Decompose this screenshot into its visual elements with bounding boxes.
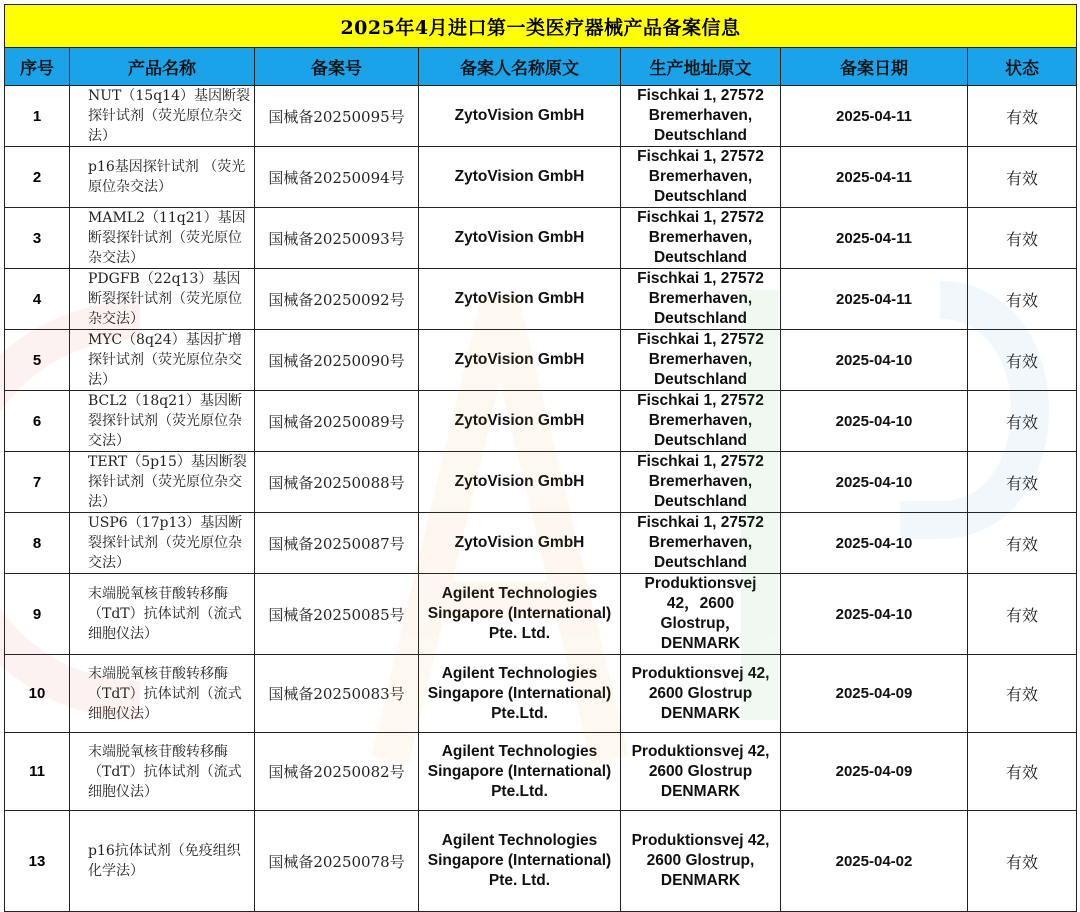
cell-index: 3 bbox=[5, 208, 70, 269]
cell-status: 有效 bbox=[968, 147, 1077, 208]
header-filing-number: 备案号 bbox=[255, 48, 419, 86]
cell-status: 有效 bbox=[968, 86, 1077, 147]
cell-status: 有效 bbox=[968, 655, 1077, 733]
cell-filing-number: 国械备20250085号 bbox=[255, 574, 419, 655]
cell-address: Produktionsvej 42, 2600 Glostrup DENMARK bbox=[621, 733, 781, 811]
cell-filing-number: 国械备20250089号 bbox=[255, 391, 419, 452]
cell-product-name: MAML2（11q21）基因断裂探针试剂（荧光原位杂交法） bbox=[70, 208, 255, 269]
cell-index: 4 bbox=[5, 269, 70, 330]
cell-index: 5 bbox=[5, 330, 70, 391]
header-address: 生产地址原文 bbox=[621, 48, 781, 86]
cell-applicant: ZytoVision GmbH bbox=[419, 269, 621, 330]
cell-product-name: 末端脱氧核苷酸转移酶（TdT）抗体试剂（流式细胞仪法） bbox=[70, 733, 255, 811]
cell-applicant: Agilent Technologies Singapore (International) Pte. Ltd. bbox=[419, 574, 621, 655]
cell-status: 有效 bbox=[968, 574, 1077, 655]
table-row bbox=[5, 208, 1077, 269]
cell-product-name: TERT（5p15）基因断裂探针试剂（荧光原位杂交法） bbox=[70, 452, 255, 513]
cell-product-name: 末端脱氧核苷酸转移酶（TdT）抗体试剂（流式细胞仪法） bbox=[70, 655, 255, 733]
cell-index: 2 bbox=[5, 147, 70, 208]
cell-applicant: ZytoVision GmbH bbox=[419, 208, 621, 269]
cell-index: 9 bbox=[5, 574, 70, 655]
cell-index: 13 bbox=[5, 811, 70, 912]
cell-filing-number: 国械备20250088号 bbox=[255, 452, 419, 513]
table-row bbox=[5, 513, 1077, 574]
table-row bbox=[5, 655, 1077, 733]
header-applicant: 备案人名称原文 bbox=[419, 48, 621, 86]
cell-applicant: ZytoVision GmbH bbox=[419, 391, 621, 452]
header-index: 序号 bbox=[5, 48, 70, 86]
cell-product-name: p16抗体试剂（免疫组织化学法） bbox=[70, 811, 255, 912]
cell-product-name: PDGFB（22q13）基因断裂探针试剂（荧光原位杂交法） bbox=[70, 269, 255, 330]
cell-filing-number: 国械备20250094号 bbox=[255, 147, 419, 208]
cell-filing-number: 国械备20250093号 bbox=[255, 208, 419, 269]
header-status: 状态 bbox=[968, 48, 1077, 86]
cell-status: 有效 bbox=[968, 513, 1077, 574]
cell-index: 7 bbox=[5, 452, 70, 513]
cell-index: 6 bbox=[5, 391, 70, 452]
cell-filing-number: 国械备20250090号 bbox=[255, 330, 419, 391]
cell-status: 有效 bbox=[968, 733, 1077, 811]
cell-filing-date: 2025-04-02 bbox=[781, 811, 968, 912]
cell-address: Fischkai 1, 27572 Bremerhaven, Deutschland bbox=[621, 513, 781, 574]
cell-status: 有效 bbox=[968, 391, 1077, 452]
cell-filing-date: 2025-04-10 bbox=[781, 330, 968, 391]
table-row bbox=[5, 147, 1077, 208]
cell-filing-number: 国械备20250095号 bbox=[255, 86, 419, 147]
cell-filing-date: 2025-04-09 bbox=[781, 655, 968, 733]
cell-product-name: BCL2（18q21）基因断裂探针试剂（荧光原位杂交法） bbox=[70, 391, 255, 452]
cell-index: 10 bbox=[5, 655, 70, 733]
cell-filing-date: 2025-04-11 bbox=[781, 86, 968, 147]
cell-filing-date: 2025-04-10 bbox=[781, 574, 968, 655]
cell-address: Fischkai 1, 27572 Bremerhaven, Deutschland bbox=[621, 452, 781, 513]
cell-index: 11 bbox=[5, 733, 70, 811]
cell-address: Produktionsvej 42，2600 Glostrup， DENMARK bbox=[621, 574, 781, 655]
cell-applicant: Agilent Technologies Singapore (International) Pte. Ltd. bbox=[419, 811, 621, 912]
cell-filing-date: 2025-04-10 bbox=[781, 391, 968, 452]
header-filing-date: 备案日期 bbox=[781, 48, 968, 86]
cell-status: 有效 bbox=[968, 452, 1077, 513]
cell-filing-number: 国械备20250087号 bbox=[255, 513, 419, 574]
cell-product-name: p16基因探针试剂 （荧光原位杂交法） bbox=[70, 147, 255, 208]
cell-product-name: USP6（17p13）基因断裂探针试剂（荧光原位杂交法） bbox=[70, 513, 255, 574]
table-row bbox=[5, 452, 1077, 513]
cell-address: Produktionsvej 42, 2600 Glostrup, DENMARK bbox=[621, 811, 781, 912]
cell-filing-number: 国械备20250092号 bbox=[255, 269, 419, 330]
cell-applicant: ZytoVision GmbH bbox=[419, 452, 621, 513]
cell-applicant: ZytoVision GmbH bbox=[419, 330, 621, 391]
header-product-name: 产品名称 bbox=[70, 48, 255, 86]
cell-address: Fischkai 1, 27572 Bremerhaven, Deutschland bbox=[621, 391, 781, 452]
table-row bbox=[5, 733, 1077, 811]
cell-address: Fischkai 1, 27572 Bremerhaven, Deutschland bbox=[621, 330, 781, 391]
cell-filing-number: 国械备20250082号 bbox=[255, 733, 419, 811]
filing-info-table-wrapper bbox=[4, 4, 1076, 912]
cell-address: Fischkai 1, 27572 Bremerhaven, Deutschland bbox=[621, 147, 781, 208]
cell-filing-date: 2025-04-09 bbox=[781, 733, 968, 811]
cell-filing-date: 2025-04-10 bbox=[781, 452, 968, 513]
cell-address: Fischkai 1, 27572 Bremerhaven, Deutschland bbox=[621, 86, 781, 147]
cell-filing-number: 国械备20250078号 bbox=[255, 811, 419, 912]
table-row bbox=[5, 330, 1077, 391]
table-row bbox=[5, 86, 1077, 147]
cell-filing-date: 2025-04-11 bbox=[781, 208, 968, 269]
cell-filing-date: 2025-04-10 bbox=[781, 513, 968, 574]
table-row bbox=[5, 391, 1077, 452]
cell-filing-number: 国械备20250083号 bbox=[255, 655, 419, 733]
table-title: 2025年4月进口第一类医疗器械产品备案信息 bbox=[5, 5, 1077, 48]
cell-status: 有效 bbox=[968, 208, 1077, 269]
cell-applicant: ZytoVision GmbH bbox=[419, 86, 621, 147]
cell-index: 1 bbox=[5, 86, 70, 147]
cell-status: 有效 bbox=[968, 330, 1077, 391]
cell-applicant: ZytoVision GmbH bbox=[419, 147, 621, 208]
cell-address: Fischkai 1, 27572 Bremerhaven, Deutschland bbox=[621, 208, 781, 269]
cell-filing-date: 2025-04-11 bbox=[781, 269, 968, 330]
table-row bbox=[5, 574, 1077, 655]
table-row bbox=[5, 811, 1077, 912]
cell-address: Produktionsvej 42, 2600 Glostrup DENMARK bbox=[621, 655, 781, 733]
cell-product-name: MYC（8q24）基因扩增探针试剂（荧光原位杂交法） bbox=[70, 330, 255, 391]
cell-filing-date: 2025-04-11 bbox=[781, 147, 968, 208]
cell-product-name: 末端脱氧核苷酸转移酶（TdT）抗体试剂（流式细胞仪法） bbox=[70, 574, 255, 655]
cell-applicant: ZytoVision GmbH bbox=[419, 513, 621, 574]
cell-status: 有效 bbox=[968, 811, 1077, 912]
table-row bbox=[5, 269, 1077, 330]
cell-applicant: Agilent Technologies Singapore (International) Pte.Ltd. bbox=[419, 733, 621, 811]
cell-product-name: NUT（15q14）基因断裂探针试剂（荧光原位杂交法） bbox=[70, 86, 255, 147]
cell-address: Fischkai 1, 27572 Bremerhaven, Deutschland bbox=[621, 269, 781, 330]
cell-status: 有效 bbox=[968, 269, 1077, 330]
cell-index: 8 bbox=[5, 513, 70, 574]
cell-applicant: Agilent Technologies Singapore (International) Pte.Ltd. bbox=[419, 655, 621, 733]
filing-info-table bbox=[4, 4, 1077, 912]
